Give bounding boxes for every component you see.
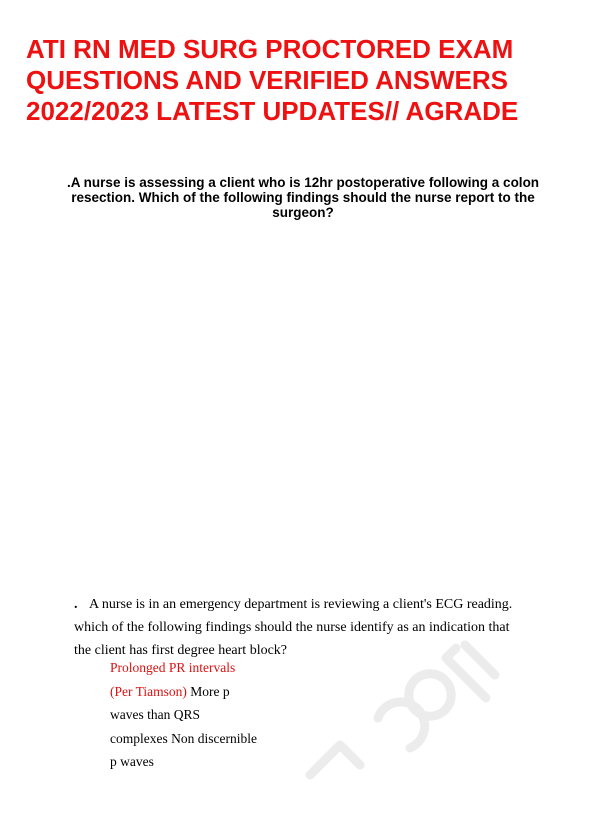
title-line-3: 2022/2023 LATEST UPDATES// AGRADE: [26, 96, 519, 126]
answer-line-2: [110, 680, 310, 704]
question-1-line-2: resection. Which of the following findings should the nurse report to the: [71, 190, 535, 205]
answer-line-3: waves than QRS: [110, 707, 200, 722]
answer-line-1: Prolonged PR intervals: [110, 660, 236, 675]
answer-block: [110, 656, 310, 774]
document-title: [26, 34, 586, 127]
title-line-2: QUESTIONS AND VERIFIED ANSWERS: [26, 65, 509, 95]
question-2: [74, 593, 544, 662]
question-1: [40, 175, 566, 220]
question-2-line-1-text: A nurse is in an emergency department is reviewing a client's ECG reading.: [89, 597, 513, 612]
title-line-1: ATI RN MED SURG PROCTORED EXAM: [26, 34, 514, 64]
answer-line-2-black: More p: [186, 683, 230, 699]
answer-line-5: p waves: [110, 754, 154, 769]
question-2-bullet: .: [74, 597, 78, 612]
question-2-line-2: which of the following findings should the nurse identify as an indication that: [74, 620, 510, 635]
question-2-line-1: [74, 593, 544, 616]
answer-line-2-red: (Per Tiamson): [110, 683, 187, 699]
answer-line-4: complexes Non discernible: [110, 730, 257, 746]
question-1-line-1: .A nurse is assessing a client who is 12hr postoperative following a colon: [66, 175, 540, 190]
question-1-line-3: surgeon?: [272, 205, 334, 220]
question-2-line-3: the client has first degree heart block?: [74, 643, 288, 658]
